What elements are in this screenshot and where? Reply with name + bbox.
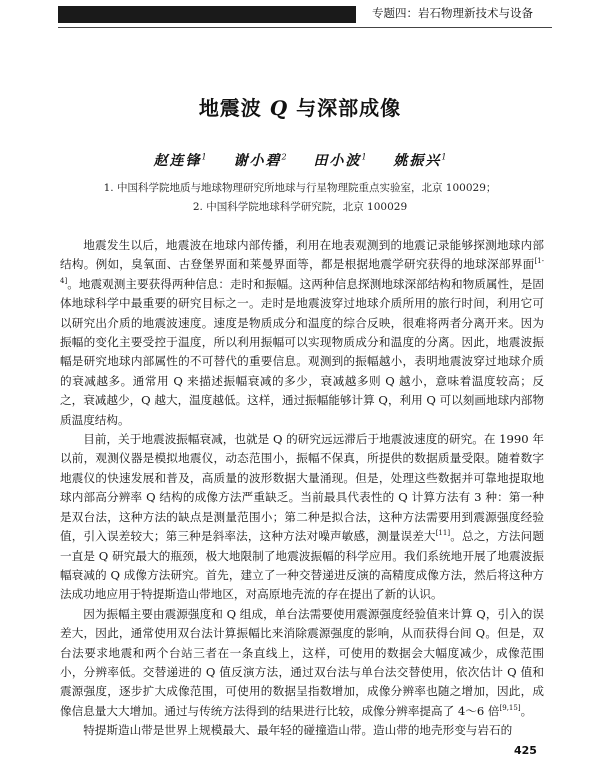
paragraph: 因为振幅主要由震源强度和 Q 组成，单台法需要使用震源强度经验值来计算 Q，引入的误差大，因此，通常使用双台法计算振幅比来消除震源强度的影响，从而获得台间 Q。但是，双台法要求地震和两个台站三者在一条直线上，这样，可使用的数据会大幅度减少，成像范围小，分辨率低。交替递进的 Q 值反演方法，通过双台法与单台法交替使用，依次估计 Q 值和震源强度，逐步扩大成像范围，可使用的数据呈指数增加，成像分辨率也随之增加，因此，成像信息量大大增加。通过与传统方法得到的结果进行比较，成像分辨率提高了 4～6 倍[9,15]。 bbox=[60, 606, 544, 718]
title-prefix: 地震波 bbox=[198, 96, 270, 120]
author: 谢小碧$^2$ bbox=[233, 152, 287, 169]
article-body bbox=[60, 236, 544, 741]
page-number: 425 bbox=[514, 744, 537, 757]
header-bar bbox=[58, 6, 356, 23]
header-rule bbox=[58, 27, 552, 28]
author: 赵连锋$^1$ bbox=[153, 152, 207, 169]
paragraph: 目前，关于地震波振幅衰减，也就是 Q 的研究远远滞后于地震波速度的研究。在 1990 年以前，观测仪器是模拟地震仪，动态范围小，振幅不保真，所提供的数据质量受限。随着数字地震仪的快速发展和普及，高质量的波形数据大量涌现。但是，处理这些数据并可靠地提取地球内部高分辨率 Q 结构的成像方法严重缺乏。当前最具代表性的 Q 计算方法有 3 种：第一种是双台法，这种方法的缺点是测量范围小；第二种是拟合法，这种方法需要用到震源强度经验值，引入误差较大；第三种是斜率法，这种方法对噪声敏感，测量误差大[11]。总之，方法问题一直是 Q 研究最大的瓶颈，极大地限制了地震波振幅的科学应用。我们系统地开展了地震波振幅衰减的 Q 成像方法研究。首先，建立了一种交替递进反演的高精度成像方法，然后将这种方法成功地应用于特提斯造山带地区，对高原地壳流的存在提出了新的认识。 bbox=[60, 432, 544, 602]
paragraph: 特提斯造山带是世界上规模最大、最年轻的碰撞造山带。造山带的地壳形变与岩石的 bbox=[83, 723, 513, 738]
author-list bbox=[0, 150, 600, 170]
affiliation-2: 2. 中国科学院地球科学研究院，北京 100029 bbox=[192, 201, 408, 213]
section-header: 专题四：岩石物理新技术与设备 bbox=[372, 6, 533, 20]
title-q: Q bbox=[269, 96, 289, 120]
title-suffix: 与深部成像 bbox=[288, 96, 402, 120]
paragraph: 地震发生以后，地震波在地球内部传播，利用在地表观测到的地震记录能够探测地球内部结构。例如，臭氧面、古登堡界面和莱曼界面等，都是根据地震学研究获得的地球深部界面[1-4]。地震观测主要获得两种信息：走时和振幅。这两种信息探测地球深部结构和物质属性，是固体地球科学中最重要的研究目标之一。走时是地震波穿过地球介质所用的旅行时间，利用它可以研究出介质的地震波速度。速度是物质成分和温度的综合反映，很难将两者分离开来。因为振幅的变化主要受控于温度，所以利用振幅可以实现物质成分和温度的分离。因此，地震波振幅是研究地球内部属性的不可替代的重要信息。观测到的振幅越小，表明地震波穿过地球介质的衰减越多。通常用 Q 来描述振幅衰减的多少，衰减越多则 Q 越小，意味着温度较高；反之，衰减越少，Q 越大，温度越低。这样，通过振幅能够计算 Q，利用 Q 可以刻画地球内部物质温度结构。 bbox=[60, 238, 544, 427]
author: 田小波$^1$ bbox=[313, 152, 367, 169]
author: 姚振兴$^1$ bbox=[393, 152, 447, 169]
affiliation-1: 1. 中国科学院地质与地球物理研究所地球与行星物理院重点实验室，北京 100029； bbox=[103, 182, 497, 194]
article-title bbox=[0, 92, 600, 121]
